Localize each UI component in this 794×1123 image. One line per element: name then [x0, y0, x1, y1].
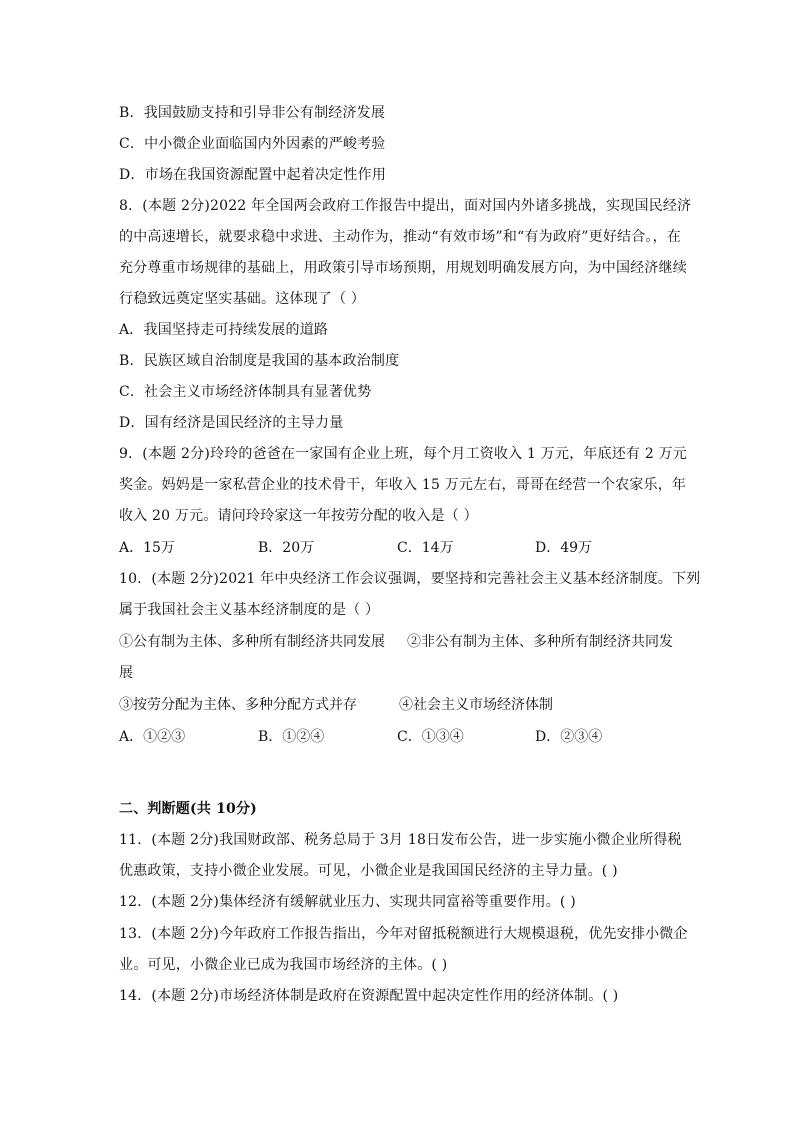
section-2-title: 二、判断题(共 10分)	[119, 801, 258, 817]
q7-option-d: D．市场在我国资源配置中起着决定性作用	[119, 167, 387, 183]
q13-line-2: 业。可见，小微企业已成为我国市场经济的主体。( )	[119, 957, 448, 973]
q10-statement-2-cont: 展	[119, 665, 134, 681]
q10-stem-line-1: 10．(本题 2分)2021 年中央经济工作会议强调，要坚持和完善社会主义基本经济制度。下列	[119, 571, 701, 587]
q8-option-b: B．民族区域自治制度是我国的基本政治制度	[119, 353, 400, 369]
q8-stem-line-1: 8．(本题 2分)2022 年全国两会政府工作报告中提出，面对国内外诸多挑战，实现国民经济	[119, 198, 692, 214]
q9-stem-line-3: 收入 20 万元。请问玲玲家这一年按劳分配的收入是（ ）	[119, 508, 478, 524]
q8-option-a: A．我国坚持走可持续发展的道路	[119, 322, 329, 338]
q9-stem-line-1: 9．(本题 2分)玲玲的爸爸在一家国有企业上班，每个月工资收入 1 万元，年底还有 2 万元	[119, 446, 688, 462]
q12-line-1: 12．(本题 2分)集体经济有缓解就业压力、实现共同富裕等重要作用。( )	[119, 894, 576, 910]
q9-option-c: C．14万	[397, 540, 454, 556]
q10-stem-line-2: 属于我国社会主义基本经济制度的是（ ）	[119, 602, 380, 618]
q8-option-d: D．国有经济是国民经济的主导力量	[119, 415, 344, 431]
q13-line-1: 13．(本题 2分)今年政府工作报告指出，今年对留抵税额进行大规模退税，优先安排小微企	[119, 926, 688, 942]
q10-option-b: B．①②④	[258, 729, 325, 745]
q9-stem-line-2: 奖金。妈妈是一家私营企业的技术骨干，年收入 15 万元左右，哥哥在经营一个农家乐，年	[119, 477, 687, 493]
q11-line-2: 优惠政策，支持小微企业发展。可见，小微企业是我国国民经济的主导力量。( )	[119, 863, 618, 879]
q10-statement-2: ②非公有制为主体、多种所有制经济共同发	[407, 634, 673, 650]
q9-option-a: A．15万	[119, 540, 175, 556]
q9-option-b: B．20万	[258, 540, 315, 556]
q14-line-1: 14．(本题 2分)市场经济体制是政府在资源配置中起决定性作用的经济体制。( )	[119, 988, 619, 1004]
q10-statement-1: ①公有制为主体、多种所有制经济共同发展	[119, 634, 385, 650]
q8-stem-line-4: 行稳致远奠定坚实基础。这体现了（ ）	[119, 291, 366, 307]
q10-statement-3: ③按劳分配为主体、多种分配方式并存	[119, 697, 357, 713]
q8-stem-line-2: 的中高速增长，就要求稳中求进、主动作为，推动“有效市场”和“有为政府”更好结合。，在	[119, 229, 682, 245]
q10-statement-4: ④社会主义市场经济体制	[399, 697, 553, 713]
q11-line-1: 11．(本题 2分)我国财政部、税务总局于 3月 18日发布公告，进一步实施小微企业所得税	[119, 832, 682, 848]
q8-stem-line-3: 充分尊重市场规律的基础上，用政策引导市场预期，用规划明确发展方向，为中国经济继续	[119, 260, 687, 276]
q7-option-c: C．中小微企业面临国内外因素的严峻考验	[119, 136, 386, 152]
q8-option-c: C．社会主义市场经济体制具有显著优势	[119, 384, 372, 400]
q10-option-a: A．①②③	[119, 729, 186, 745]
q9-option-d: D．49万	[535, 540, 593, 556]
q7-option-b: B．我国鼓励支持和引导非公有制经济发展	[119, 105, 386, 121]
q10-option-d: D．②③④	[535, 729, 603, 745]
q10-option-c: C．①③④	[397, 729, 464, 745]
